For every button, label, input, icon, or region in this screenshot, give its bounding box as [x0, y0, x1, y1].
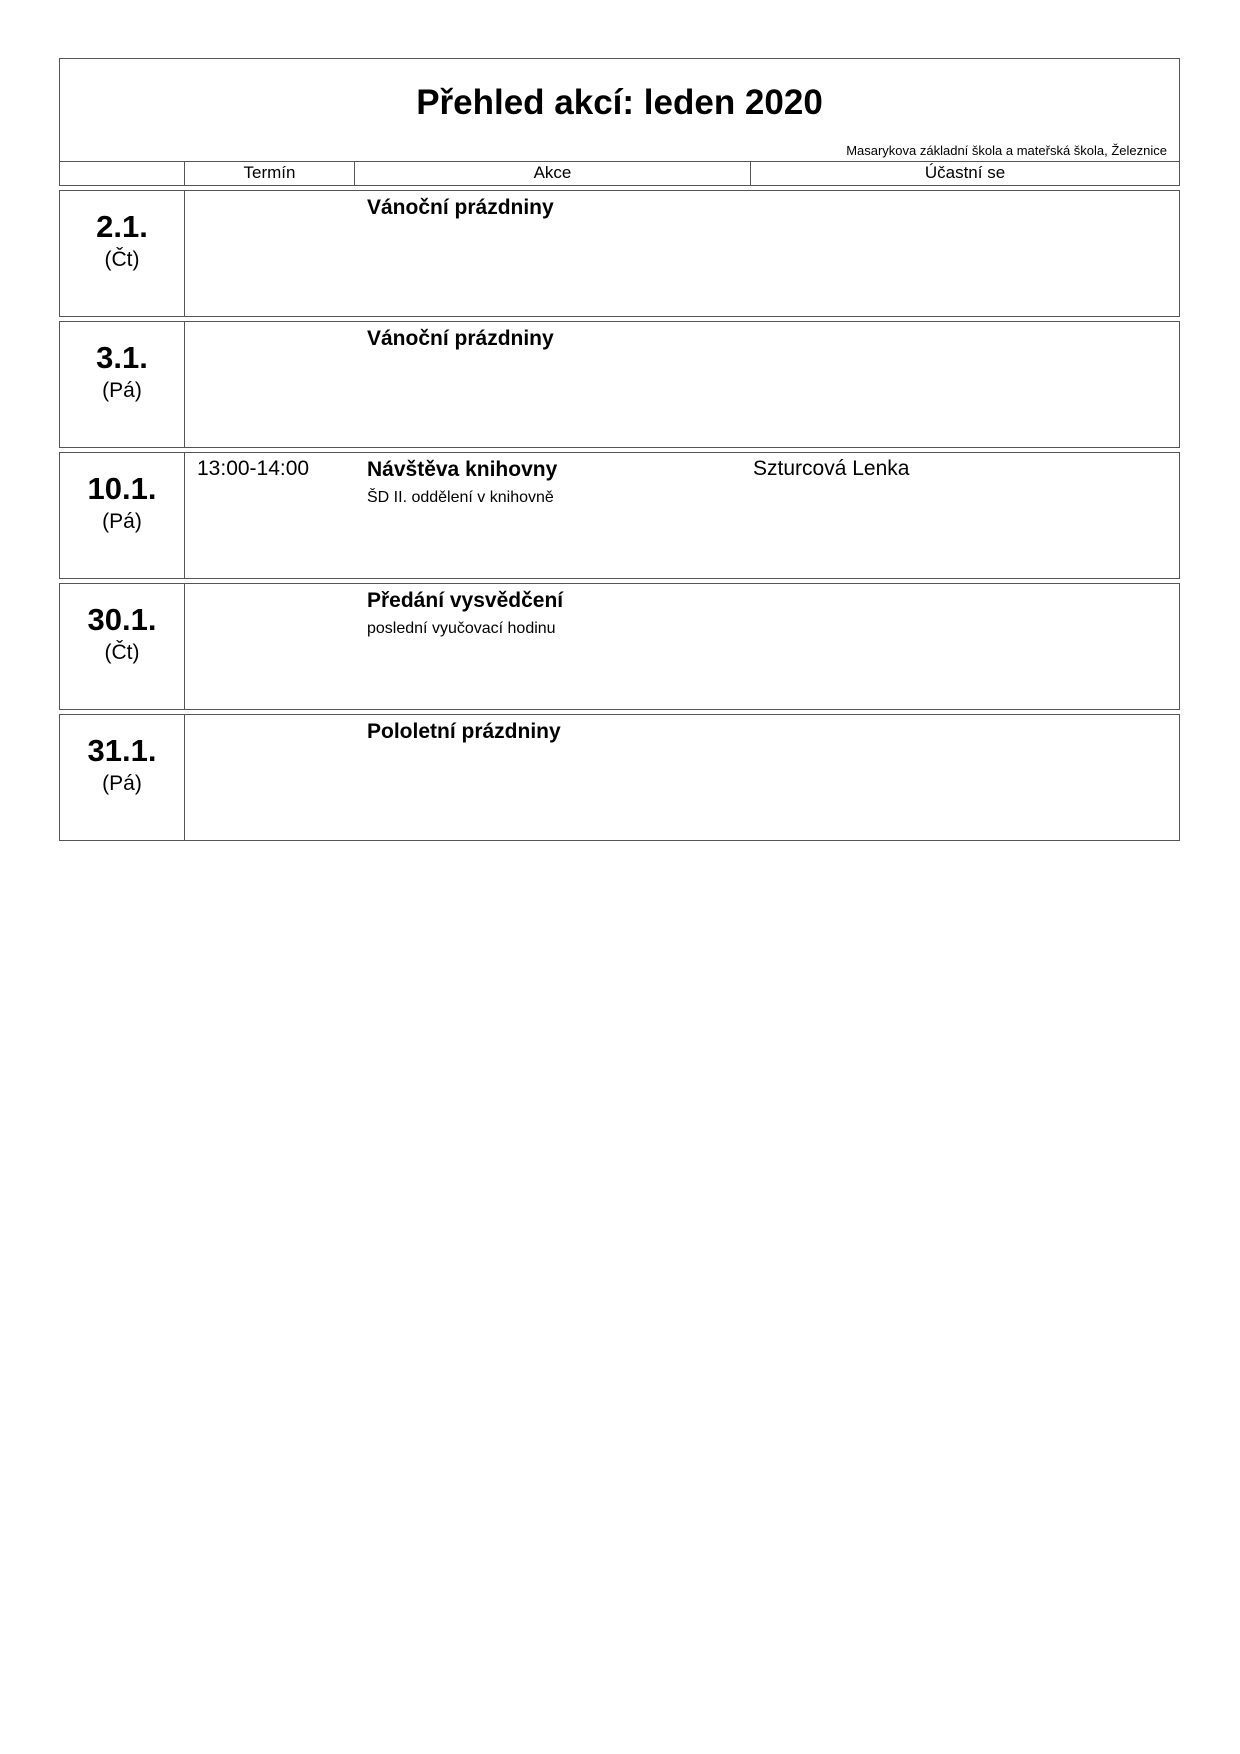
column-header-akce: Akce: [355, 162, 751, 185]
event-weekday: (Pá): [102, 510, 142, 533]
column-header-ucastni: Účastní se: [924, 163, 1006, 182]
event-note: poslední vyučovací hodinu: [367, 620, 556, 637]
event-time: [185, 191, 355, 316]
event-row: [59, 452, 1180, 579]
event-date: 2.1.: [96, 209, 148, 244]
event-time: [185, 584, 355, 709]
event-participants: [751, 715, 1179, 840]
event-time: 13:00-14:00: [197, 457, 310, 480]
event-action-cell: [355, 584, 751, 709]
event-participants: [751, 322, 1179, 447]
event-note: ŠD II. oddělení v knihovně: [367, 489, 554, 506]
event-date: 10.1.: [87, 471, 157, 506]
event-weekday: (Čt): [104, 248, 140, 271]
document-header: [59, 58, 1180, 162]
event-date-cell: [60, 453, 185, 578]
event-date: 30.1.: [87, 602, 157, 637]
event-participants: [751, 191, 1179, 316]
event-date-cell: [60, 191, 185, 316]
event-row: [59, 714, 1180, 841]
event-date: 3.1.: [96, 340, 148, 375]
event-title: Návštěva knihovny: [367, 458, 558, 481]
event-row: [59, 321, 1180, 448]
event-row: [59, 583, 1180, 710]
column-header-termin: Termín: [185, 162, 355, 185]
school-name: Masarykova základní škola a mateřská škola, Železnice: [846, 143, 1167, 158]
event-participants: [751, 584, 1179, 709]
event-time: [185, 715, 355, 840]
event-title: Vánoční prázdniny: [367, 196, 554, 219]
event-action-cell: [355, 322, 751, 447]
event-action-cell: [355, 191, 751, 316]
events-overview: [59, 58, 1180, 845]
event-date-cell: [60, 715, 185, 840]
event-action-cell: [355, 715, 751, 840]
event-time: [185, 322, 355, 447]
event-title: Předání vysvědčení: [367, 589, 564, 612]
event-list: [59, 190, 1180, 841]
event-title: Vánoční prázdniny: [367, 327, 554, 350]
event-participants: Szturcová Lenka: [753, 457, 910, 480]
page-title: Přehled akcí: leden 2020: [416, 83, 823, 122]
event-date-cell: [60, 322, 185, 447]
event-date: 31.1.: [87, 733, 157, 768]
event-row: [59, 190, 1180, 317]
event-weekday: (Pá): [102, 772, 142, 795]
event-action-cell: [355, 453, 751, 578]
event-title: Pololetní prázdniny: [367, 720, 561, 743]
event-weekday: (Pá): [102, 379, 142, 402]
column-headers: [59, 162, 1180, 186]
column-header-date: [60, 162, 185, 185]
event-date-cell: [60, 584, 185, 709]
event-weekday: (Čt): [104, 641, 140, 664]
